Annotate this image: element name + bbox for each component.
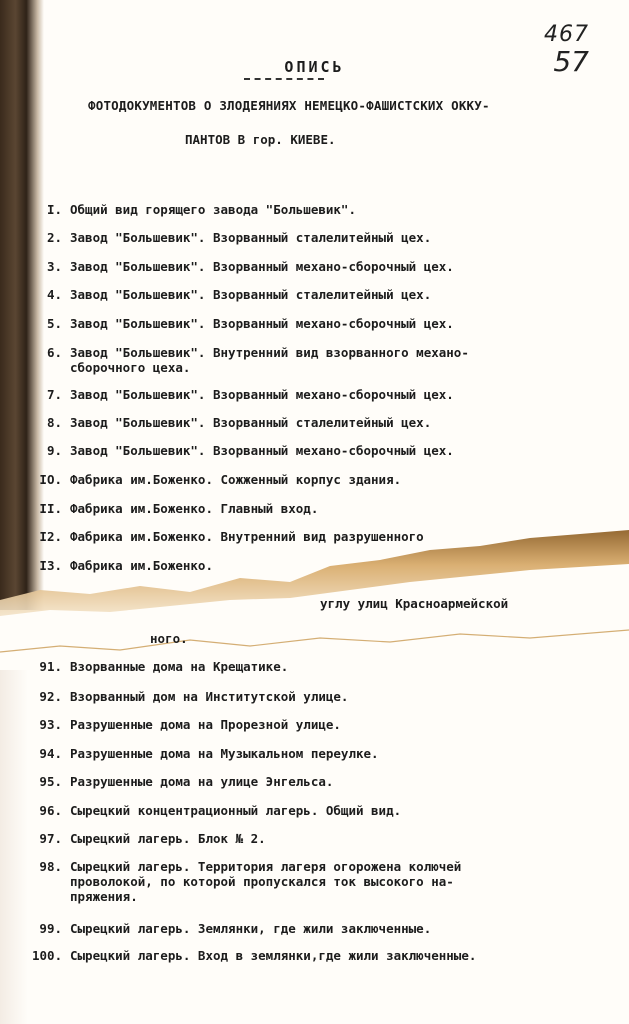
item-number: 92.: [39, 689, 62, 704]
item-text: Разрушенные дома на Музыкальном переулке.: [70, 746, 379, 761]
item-text-continuation: проволокой, по которой пропускался ток высокого на-: [70, 874, 454, 889]
inventory-item: [32, 202, 356, 217]
item-text: Сырецкий концентрационный лагерь. Общий вид.: [70, 803, 402, 818]
item-text: Фабрика им.Боженко. Главный вход.: [70, 501, 319, 516]
inventory-item: [32, 831, 266, 846]
item-number: I.: [46, 202, 62, 217]
inventory-item: [32, 746, 379, 761]
archive-number-bottom: 57: [553, 45, 589, 78]
torn-paper-gap: [0, 520, 629, 670]
item-number: 7.: [46, 387, 62, 402]
item-text: Завод "Большевик". Взорванный механо-сборочный цех.: [70, 259, 454, 274]
inventory-item: [32, 387, 454, 402]
item-text: Фабрика им.Боженко. Сожженный корпус здания.: [70, 472, 402, 487]
item-number: I3.: [39, 558, 62, 573]
item-number: 94.: [39, 746, 62, 761]
inventory-item: [32, 717, 341, 732]
inventory-item: [32, 803, 401, 818]
item-number: 8.: [46, 415, 62, 430]
item-number: 4.: [46, 287, 62, 302]
item-number: 100.: [32, 948, 63, 963]
item-text-continuation: сборочного цеха.: [70, 360, 191, 375]
item-text: Фабрика им.Боженко.: [70, 558, 213, 573]
item-text: Завод "Большевик". Взорванный сталелитейный цех.: [70, 230, 432, 245]
item-text: Сырецкий лагерь. Блок № 2.: [70, 831, 266, 846]
archive-number-top: 467: [544, 22, 589, 47]
inventory-item: [32, 316, 454, 331]
item-number: 91.: [39, 659, 62, 674]
document-subtitle-line2: ПАНТОВ В гор. КИЕВЕ.: [185, 132, 336, 147]
torn-fragment-line2: ного.: [150, 631, 188, 646]
inventory-item: [32, 259, 454, 274]
item-number: 96.: [39, 803, 62, 818]
inventory-item: [32, 230, 431, 245]
item-text: Завод "Большевик". Взорванный механо-сборочный цех.: [70, 443, 454, 458]
item-number: IO.: [39, 472, 62, 487]
item-number: I2.: [39, 529, 62, 544]
item-text: Завод "Большевик". Взорванный механо-сборочный цех.: [70, 387, 454, 402]
item-text: Сырецкий лагерь. Землянки, где жили заключенные.: [70, 921, 432, 936]
item-text: Разрушенные дома на Прорезной улице.: [70, 717, 341, 732]
item-text: Сырецкий лагерь. Территория лагеря огорожена колючей: [70, 859, 462, 874]
binding-edge-lower: [0, 610, 28, 1024]
item-number: 5.: [46, 316, 62, 331]
item-text-continuation: пряжения.: [70, 889, 138, 904]
title-underline: [244, 78, 324, 80]
item-text: Завод "Большевик". Взорванный сталелитейный цех.: [70, 415, 432, 430]
inventory-item: [32, 859, 462, 904]
inventory-item: [32, 415, 431, 430]
inventory-item: [32, 501, 318, 516]
item-text: Разрушенные дома на улице Энгельса.: [70, 774, 334, 789]
item-number: 9.: [46, 443, 62, 458]
item-number: 3.: [46, 259, 62, 274]
inventory-item: [32, 443, 454, 458]
item-number: 6.: [46, 345, 62, 360]
item-number: 98.: [39, 859, 62, 874]
inventory-item: [32, 948, 476, 963]
inventory-item: [32, 659, 288, 674]
item-text: Завод "Большевик". Взорванный механо-сборочный цех.: [70, 316, 454, 331]
item-number: 99.: [39, 921, 62, 936]
inventory-item: [32, 689, 348, 704]
item-text: Завод "Большевик". Взорванный сталелитейный цех.: [70, 287, 432, 302]
document-title: ОПИСЬ: [284, 58, 345, 76]
inventory-item: [32, 345, 469, 375]
item-number: 95.: [39, 774, 62, 789]
item-text: Фабрика им.Боженко. Внутренний вид разрушенного: [70, 529, 424, 544]
item-number: 93.: [39, 717, 62, 732]
inventory-item: [32, 472, 401, 487]
item-text: Сырецкий лагерь. Вход в землянки,где жили заключенные.: [70, 948, 477, 963]
item-text: Взорванный дом на Институтской улице.: [70, 689, 349, 704]
item-text: Взорванные дома на Крещатике.: [70, 659, 289, 674]
item-text: Общий вид горящего завода "Большевик".: [70, 202, 356, 217]
item-number: 97.: [39, 831, 62, 846]
binding-edge: [0, 0, 44, 610]
item-text: Завод "Большевик". Внутренний вид взорванного механо-: [70, 345, 469, 360]
inventory-item: [32, 774, 333, 789]
inventory-item: [32, 921, 431, 936]
inventory-item: [32, 287, 431, 302]
item-number: II.: [39, 501, 62, 516]
item-number: 2.: [46, 230, 62, 245]
document-subtitle-line1: ФОТОДОКУМЕНТОВ О ЗЛОДЕЯНИЯХ НЕМЕЦКО-ФАШИСТСКИХ ОККУ-: [88, 98, 490, 113]
torn-fragment-line1: углу улиц Красноармейской: [320, 596, 509, 611]
